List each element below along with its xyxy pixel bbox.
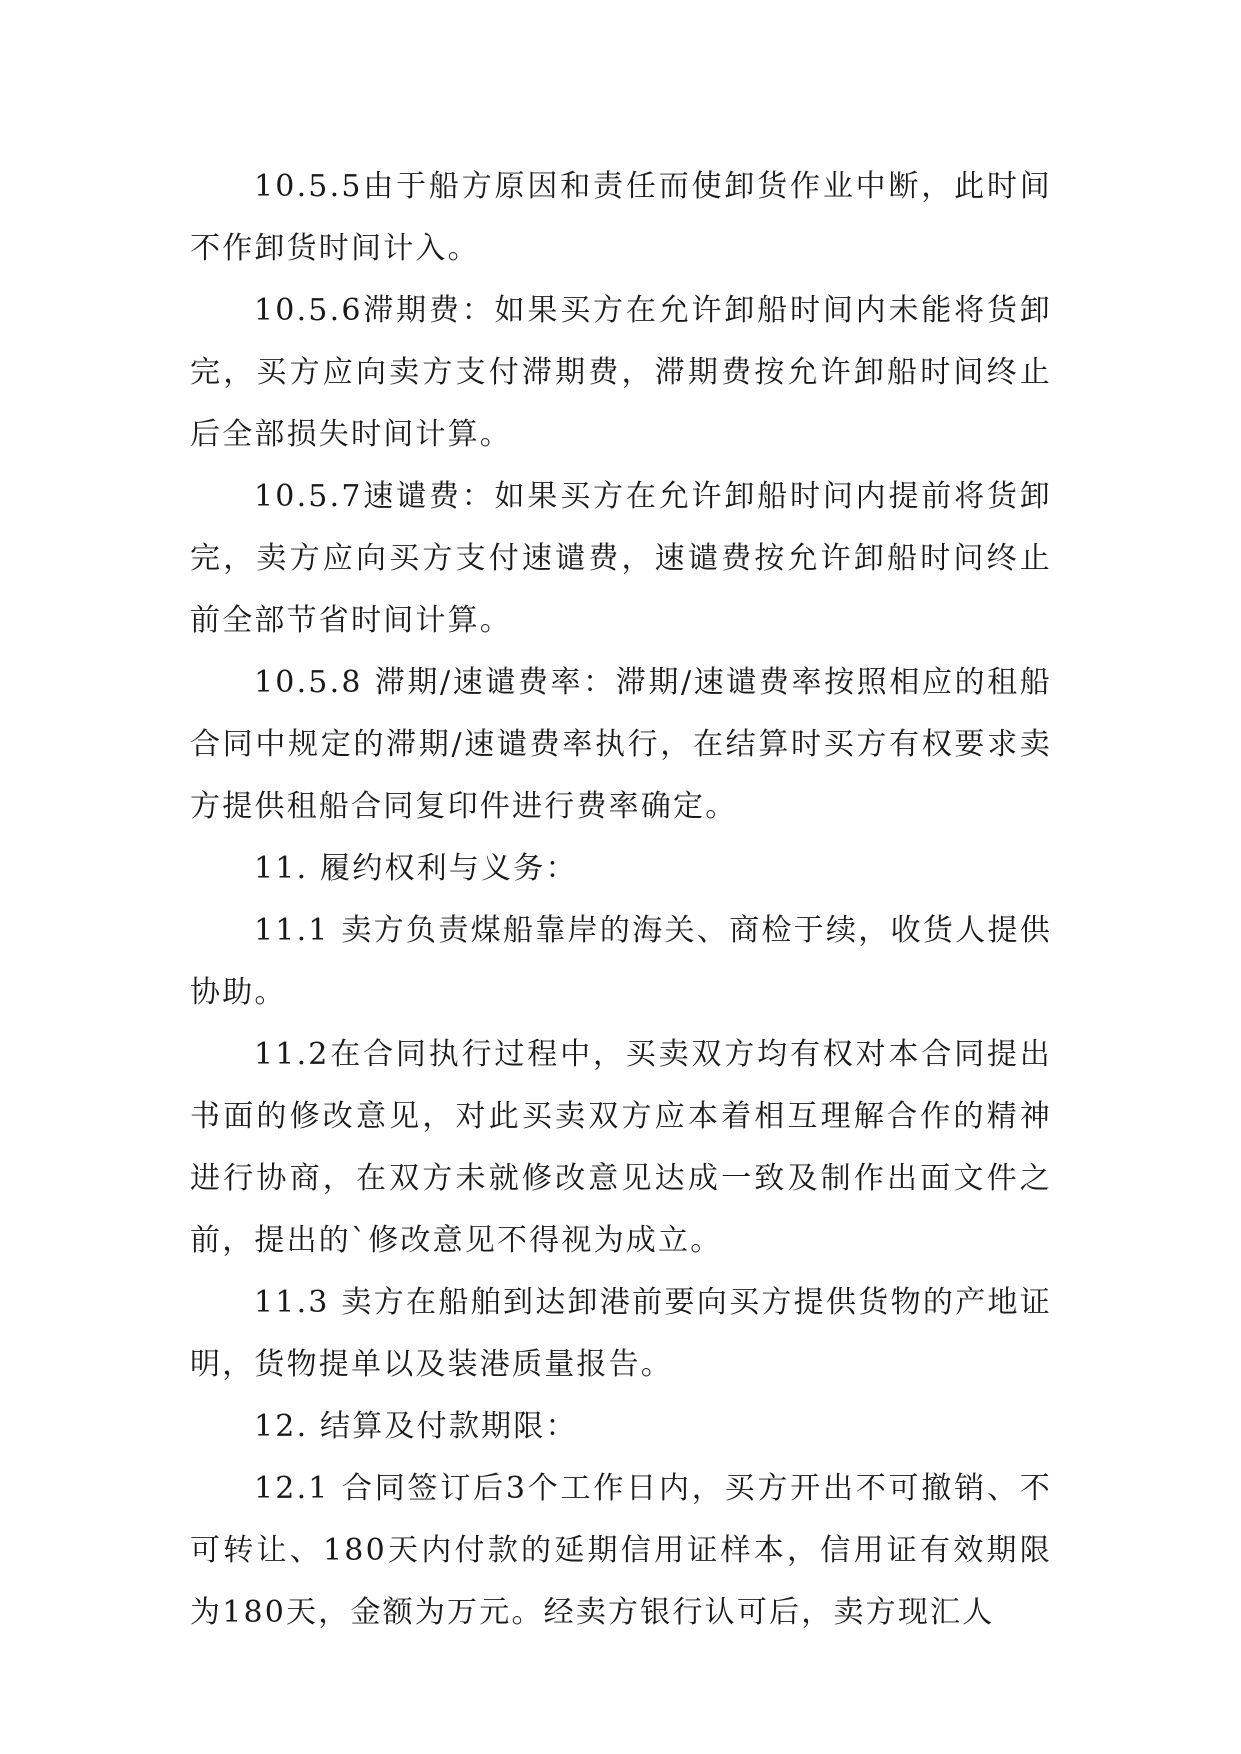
clause-12-1: 12.1 合同签订后3个工作日内，买方开出不可撤销、不可转让、180天内付款的延期信用证样本，信用证有效期限为180天，金额为万元。经卖方银行认可后，卖方现汇人 — [190, 1471, 1052, 1630]
section-12-heading: 12. 结算及付款期限： — [254, 1409, 578, 1444]
clause-11-2: 11.2在合同执行过程中，买卖双方均有权对本合同提出书面的修改意见，对此买卖双方应本着相互理解合作的精神进行协商，在双方未就修改意见达成一致及制作出面文件之前，提出的`修改意见不得视为成立。 — [190, 1037, 1052, 1258]
section-11-heading: 11. 履约权利与义务： — [254, 851, 578, 886]
clause-11-3: 11.3 卖方在船舶到达卸港前要向买方提供货物的产地证明，货物提单以及装港质量报告。 — [190, 1285, 1052, 1382]
clause-10-5-7: 10.5.7速谴费：如果买方在允许卸船时问内提前将货卸完，卖方应向买方支付速谴费，速谴费按允许卸船时问终止前全部节省时间计算。 — [190, 479, 1052, 638]
clause-10-5-5: 10.5.5由于船方原因和责任而使卸货作业中断，此时间不作卸货时间计入。 — [190, 169, 1052, 266]
clause-11-1: 11.1 卖方负责煤船靠岸的海关、商检于续，收货人提供协助。 — [190, 913, 1052, 1010]
clause-10-5-6: 10.5.6滞期费：如果买方在允许卸船时间内未能将货卸完，买方应向卖方支付滞期费，滞期费按允许卸船时间终止后全部损失时间计算。 — [190, 293, 1052, 452]
document-body — [190, 156, 1052, 1644]
clause-10-5-8: 10.5.8 滞期/速谴费率：滞期/速谴费率按照相应的租船合同中规定的滞期/速谴费率执行，在结算时买方有权要求卖方提供租船合同复印件进行费率确定。 — [190, 665, 1052, 824]
